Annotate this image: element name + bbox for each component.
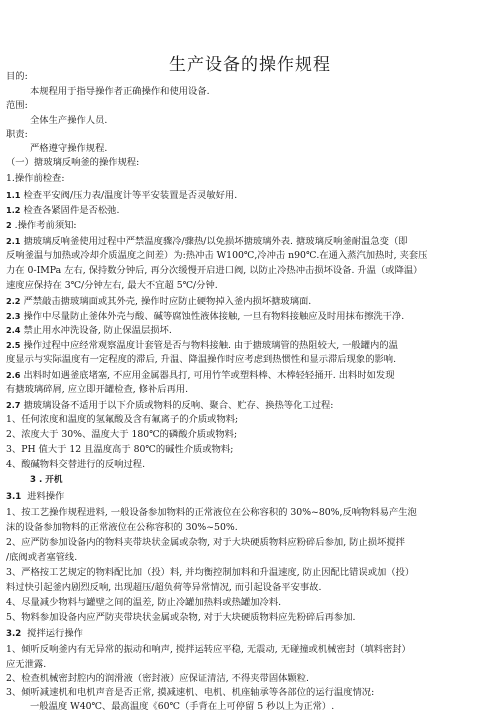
- purpose-label: 目的:: [6, 71, 28, 82]
- paragraph-line: 反响釜温与加热或冷却介质温度之间差）为:热冲击 W100℃,冷冲击 n90℃.在通入蒸汽加热时, 夹套压: [6, 250, 428, 261]
- list-item: 4、尽量减少物料与罐壁之间的温差, 防止冷罐加热料或热罐加冷料.: [6, 597, 282, 608]
- duty-text: 严格遵守操作规程.: [30, 143, 108, 154]
- item-number: 2.3: [6, 311, 21, 321]
- paragraph-text: 严禁敲击搪玻璃面或其外壳, 操作时应防止硬物掉入釜内损坏搪玻璃面.: [23, 296, 312, 307]
- paragraph-1-1: [6, 188, 492, 203]
- list-item: 1、倾听反响釜内有无异常的振动和响声, 搅拌运转应平稳, 无震动, 无碰撞或机械密封（填料密封）: [6, 644, 411, 655]
- paragraph-1-2: [6, 203, 492, 218]
- page-title: 生产设备的操作规程: [169, 55, 331, 75]
- paragraph-text: 搪玻璃设备不适用于以下介质或物料的反响、聚合、贮存、换热等化工过程:: [23, 400, 334, 411]
- list-item: 2、浓度大于 30%、温度大于 180℃的磷酸介质或物料;: [6, 429, 238, 440]
- item-number: 3.1: [6, 492, 22, 502]
- paragraph-text: 出料时如遇釜底堵塞, 不应用金属器具打, 可用竹竿或塑料棒、木棒轻轻捅开. 出料时如发现: [23, 370, 395, 381]
- item-number: 2.5: [6, 340, 21, 350]
- paragraph-2-4: [6, 323, 492, 338]
- item-number: 2.2: [6, 296, 21, 306]
- subsection-3-2-heading: [6, 627, 492, 641]
- list-item-continued: /底阀或者塞管线.: [6, 552, 78, 563]
- list-item: 3、倾听减速机和电机声音是否正常, 摸减速机、电机、机座轴承等各部位的运行温度情况:: [6, 687, 375, 698]
- subsection-title: 搅拌运行操作: [27, 628, 83, 639]
- item-number: 3.2: [6, 629, 22, 639]
- subsection-3-1-heading: [6, 490, 492, 504]
- paragraph-line: 速度应保持在 3℃/分钟左右, 最大不宜超 5℃/分钟.: [6, 280, 218, 291]
- paragraph-line: 度显示与实际温度有一定程度的滞后, 升温、降温操作时应考虑到热惯性和显示滞后现象的影响.: [6, 354, 397, 365]
- scope-text: 全体生产操作人员.: [30, 115, 108, 126]
- list-item: 5、物料参加设备内应严防夹带块状金属或杂物, 对于大块硬质物料应先粉碎后再参加.: [6, 612, 356, 623]
- item-number: 2.1: [6, 236, 21, 246]
- list-item: 3、PH 值大于 12 且温度高于 80℃的碱性介质或物料;: [6, 444, 234, 455]
- paragraph-text: 检查各紧固件是否松弛.: [23, 205, 120, 216]
- paragraph-2-2: [6, 294, 492, 309]
- paragraph-2-7: [6, 398, 492, 413]
- paragraph-line: 有搪玻璃碎屑, 应立即开罐检查, 修补后再用.: [6, 384, 189, 395]
- list-item: 3、严格按工艺规定的物料配比加（投）料, 并均衡控制加料和升温速度, 防止因配比错误或加（投）: [6, 567, 415, 578]
- paragraph-text: 操作中尽量防止釜体外壳与酸、碱等腐蚀性液体接触, 一旦有物料接触应及时用抹布擦洗干净.: [23, 311, 405, 322]
- paragraph-2-5: [6, 338, 492, 353]
- list-item-continued: 料过快引起釜内剧烈反响, 出现超压/超负荷等异常情况, 而引起设备平安事故.: [6, 582, 322, 593]
- duty-label: 职责:: [6, 129, 28, 140]
- list-item-continued: 沫的设备参加物料的正常液位在公称容积的 30%~50%.: [6, 522, 238, 533]
- paragraph-line: 力在 0-IMPa 左右, 保持数分钟后, 再分次缓慢开启进口阀, 以防止冷热冲击损坏设备. 升温（或降温）: [6, 265, 423, 276]
- item-number: 2.7: [6, 400, 21, 410]
- item-number: 1.1: [6, 190, 21, 200]
- list-item-continued: 一般温度 W40℃、最高温度《60℃（手背在上可停留 5 秒以上为正常）.: [30, 701, 335, 712]
- paragraph-text: 操作过程中应经常观察温度计套管是否与物料接触. 由于搪玻璃管的热阻较大, 一般罐内的温: [23, 340, 398, 351]
- part1-heading: （一）搪玻璃反响釜的操作规程:: [6, 157, 140, 168]
- item-number: 1.2: [6, 205, 21, 215]
- list-item: 1、任何浓度和温度的氢氟酸及含有氟离子的介质或物料;: [6, 414, 239, 425]
- section-1-heading: 1.操作前检查:: [6, 173, 65, 184]
- section-2-heading: [6, 218, 492, 233]
- list-item: 4、酸碱物料交替进行的反响过程.: [6, 459, 146, 470]
- purpose-text: 本规程用于指导操作者正确操作和使用设备.: [30, 86, 210, 97]
- scope-label: 范围:: [6, 100, 28, 111]
- paragraph-2-6: [6, 368, 492, 383]
- paragraph-text: 检查平安阀/压力表/温度计等平安装置是否灵敏好用.: [23, 190, 238, 201]
- list-item: 2、检查机械密封腔内的润滑液（密封液）应保证清洁, 不得夹带固体颗粒.: [6, 673, 309, 684]
- paragraph-2-1: [6, 234, 492, 249]
- item-number: 2.6: [6, 370, 21, 380]
- list-item: 1、按工艺操作规程进料, 一般设备参加物料的正常液位在公称容积的 30%~80%,反响物料易产生泡: [6, 507, 417, 518]
- list-item-continued: 应无泄露.: [6, 659, 47, 670]
- section-number: 2: [6, 220, 12, 230]
- subsection-title: 进料操作: [27, 491, 65, 502]
- item-number: 2.4: [6, 325, 21, 335]
- section-title: .操作考前须知:: [14, 220, 77, 231]
- paragraph-text: 搪玻璃反响釜使用过程中严禁温度骤冷/骤热/以免损坏搪玻璃外表. 搪玻璃反响釜耐温急变（即: [23, 236, 408, 247]
- paragraph-text: 禁止用水冲洗设备, 防止保温层损坏.: [23, 325, 172, 336]
- list-item: 2、应严防参加设备内的物料夹带块状金属或杂物, 对于大块硬质物料应粉碎后参加, 防止损坏搅拌: [6, 537, 405, 548]
- section-3-heading: 3 . 开机: [30, 475, 63, 485]
- paragraph-2-3: [6, 309, 492, 324]
